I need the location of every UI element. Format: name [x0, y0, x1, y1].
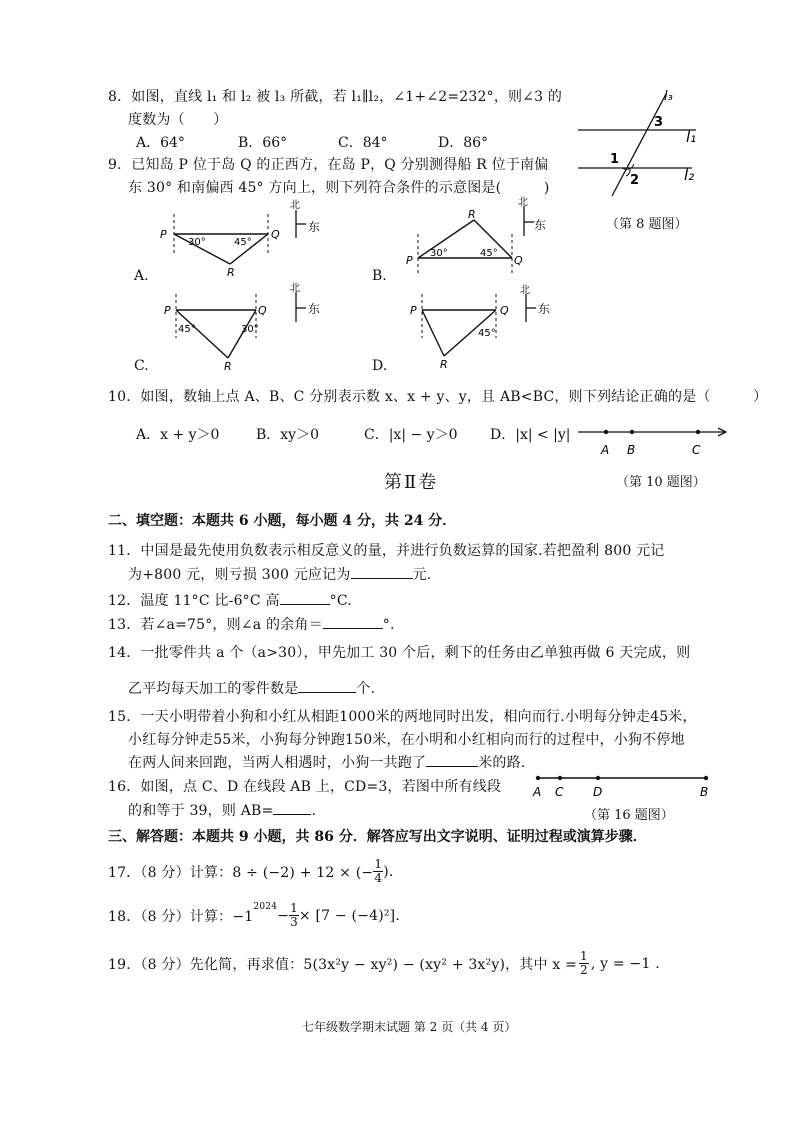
point-q: Q [258, 304, 267, 317]
q10-line1: 10．如图，数轴上点 A、B、C 分别表示数 x、x + y、y，且 AB<BC，则下列结论正确的是（ ） [108, 389, 768, 405]
point-b: B [627, 443, 636, 457]
compass-north: 北 [290, 200, 300, 211]
point-q: Q [500, 304, 509, 317]
section3-heading: 三、解答题：本题共 9 小题，共 86 分．解答应写出文字说明、证明过程或演算步骤． [108, 829, 647, 845]
point-p: P [164, 304, 171, 317]
q12-answer-blank [280, 590, 330, 605]
point-p: P [160, 228, 167, 241]
q9-b-east: 东 [534, 218, 547, 232]
q9-a-east: 东 [308, 220, 321, 234]
q18: 18．（8 分）计算：−1 $^{2024}$ − $\frac{1}{3}$ × [7 − (−4)²]. [108, 901, 400, 929]
angle-30: 30° [188, 237, 206, 248]
q8-option-c: C．84° [338, 135, 388, 151]
q9-option-b: B. [372, 268, 387, 284]
q8-line2: 度数为（ ） [128, 112, 228, 128]
q16-figure [530, 770, 720, 802]
q10-option-a: A．x + y＞0 [136, 427, 220, 443]
point-d: D [593, 785, 603, 799]
point-b-dot [630, 430, 634, 434]
q16-answer-blank [273, 800, 311, 815]
angle-30: 30° [430, 248, 448, 259]
q8-option-a: A．64° [136, 135, 185, 151]
point-p: P [410, 304, 417, 317]
q9-d-east: 东 [538, 302, 551, 316]
point-a: A [601, 443, 610, 457]
q9-figure-c [158, 283, 328, 373]
q13: 13．若∠a=75°，则∠a 的余角＝ °. [108, 614, 395, 634]
q8-caption: （第 8 题图） [606, 217, 688, 232]
compass-north: 北 [520, 285, 530, 296]
q9-c-east: 东 [308, 302, 321, 316]
q15-line3: 在两人间来回跑，当两人相遇时，小狗一共跑了 米的路. [128, 752, 525, 772]
q9-option-d: D. [372, 358, 388, 374]
q9-figure-a [150, 196, 310, 279]
compass-north: 北 [518, 197, 528, 208]
q10-option-b: B．xy＞0 [256, 427, 319, 443]
q10-caption: （第 10 题图） [616, 475, 706, 490]
label-l3: l₃ [664, 89, 673, 104]
compass-north: 北 [290, 283, 300, 294]
page-footer: 七年级数学期末试题 第 2 页（共 4 页） [302, 1020, 517, 1034]
q16-caption: （第 16 题图） [584, 808, 674, 823]
section2-heading: 二、填空题：本题共 6 小题，每小题 4 分，共 24 分． [108, 513, 457, 529]
q15-line2: 小红每分钟走55米，小狗每分钟跑150米，在小明和小红相向而行的过程中，小狗不停地 [128, 732, 685, 748]
point-r: R [227, 266, 235, 279]
angle-45: 45° [480, 248, 498, 259]
angle-45: 45° [178, 324, 196, 335]
q14-line1: 14．一批零件共 a 个（a>30），甲先加工 30 个后，剩下的任务由乙单独再做 6 天完成，则 [108, 645, 691, 661]
part2-title: 第Ⅱ卷 [384, 472, 439, 493]
q12: 12．温度 11°C 比-6°C 高 °C. [108, 590, 352, 610]
point-q: Q [514, 254, 523, 267]
label-l1: l₁ [686, 128, 697, 146]
point-c: C [555, 785, 564, 799]
q11-line1: 11．中国是最先使用负数表示相反意义的量，并进行负数运算的国家.若把盈利 800 元记 [108, 543, 665, 559]
point-a-dot [604, 430, 608, 434]
q8-option-b: B．66° [238, 135, 288, 151]
point-a: A [533, 785, 542, 799]
q9-option-a: A. [134, 268, 149, 284]
q14-answer-blank [298, 678, 356, 693]
q8-line1: 8．如图，直线 l₁ 和 l₂ 被 l₃ 所截，若 l₁∥l₂，∠1+∠2=232°，则∠3 的 [108, 89, 563, 105]
q17: 17．（8 分）计算：8 ÷ (−2) + 12 × (− $\frac{1}{4}$ ). [108, 857, 394, 885]
label-angle1: 1 [610, 152, 620, 167]
angle-45: 45° [234, 237, 252, 248]
point-r: R [224, 360, 232, 373]
label-angle3: 3 [654, 115, 664, 130]
point-c-dot [696, 430, 700, 434]
q9-option-c: C. [134, 358, 149, 374]
q13-answer-blank [323, 614, 383, 629]
q11-line2: 为+800 元，则亏损 300 元应记为 元. [128, 564, 431, 584]
q16-line2: 的和等于 39，则 AB= . [128, 800, 316, 820]
q19: 19．（8 分）先化简，再求值：5(3x²y − xy²) − (xy² + 3x²y)，其中 x = $\frac{1}{2}$ , y = −1 . [108, 949, 660, 977]
q10-number-line [574, 422, 734, 462]
q15-answer-blank [426, 752, 478, 767]
q9-figure-b [404, 196, 574, 276]
angle-45: 45° [478, 328, 496, 339]
q10-option-c: C．|x| − y＞0 [364, 427, 458, 443]
q9-figure-d [404, 285, 574, 371]
q15-line1: 15．一天小明带着小狗和小红从相距1000米的两地同时出发，相向而行.小明每分钟走45米， [108, 709, 697, 725]
q10-option-d: D．|x| < |y| [490, 427, 571, 443]
point-r: R [468, 208, 476, 221]
label-l2: l₂ [684, 166, 695, 184]
q14-line2: 乙平均每天加工的零件数是 个. [128, 678, 375, 698]
angle-30: 30° [241, 324, 259, 335]
point-c: C [692, 443, 701, 457]
point-q: Q [271, 228, 280, 241]
label-angle2: 2 [630, 173, 640, 188]
point-r: R [440, 358, 448, 371]
q9-line2: 东 30° 和南偏西 45° 方向上，则下列符合条件的示意图是( ) [128, 180, 550, 196]
q11-answer-blank [351, 564, 413, 579]
q8-figure [574, 84, 714, 200]
q16-line1: 16．如图，点 C、D 在线段 AB 上，CD=3，若图中所有线段 [108, 779, 502, 795]
point-b: B [700, 785, 709, 799]
q9-line1: 9．已知岛 P 位于岛 Q 的正西方，在岛 P，Q 分别测得船 R 位于南偏 [108, 157, 549, 173]
q8-option-d: D．86° [438, 135, 489, 151]
point-p: P [406, 254, 413, 267]
